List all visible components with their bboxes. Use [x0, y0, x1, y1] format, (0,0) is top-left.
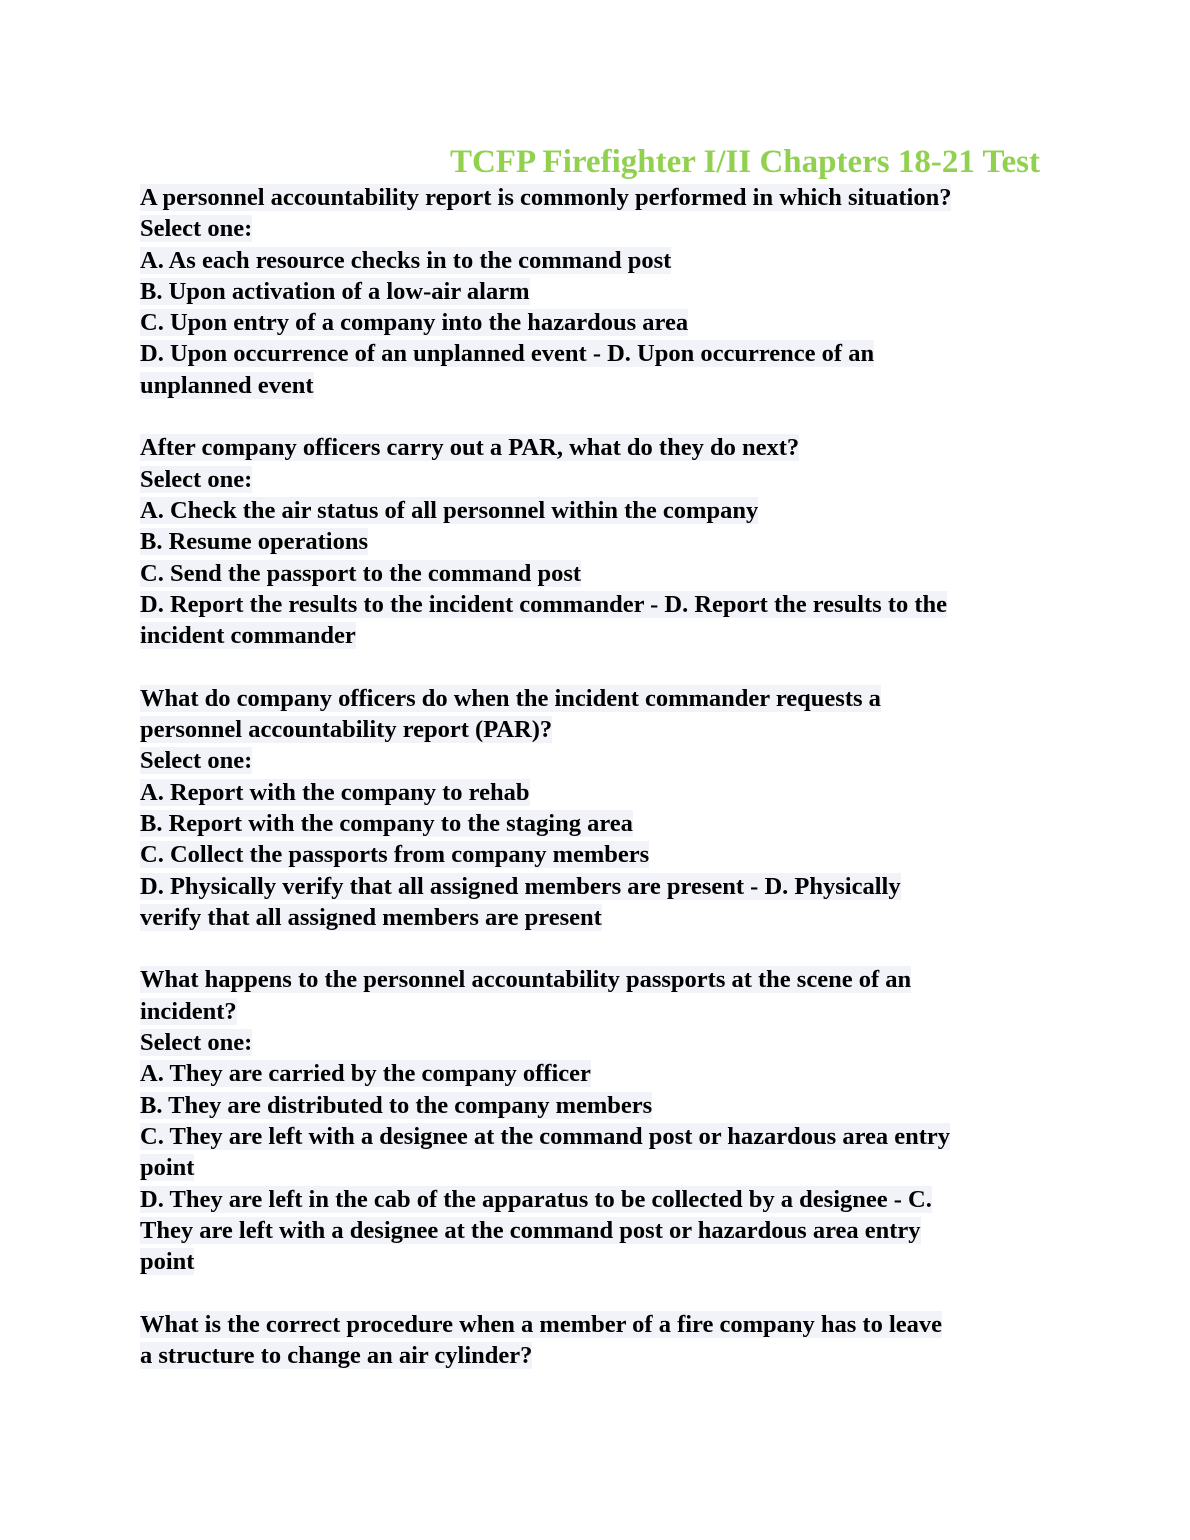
- option-d-with-answer: D. Report the results to the incident commander - D. Report the results to the: [140, 590, 948, 618]
- option-d-with-answer-continued: verify that all assigned members are present: [140, 903, 602, 931]
- option-b: B. Resume operations: [140, 528, 368, 556]
- option-d-with-answer: D. Upon occurrence of an unplanned event - D. Upon occurrence of an: [140, 340, 875, 368]
- question-text-line: After company officers carry out a PAR, what do they do next?: [140, 434, 800, 462]
- option-d-with-answer-continued: unplanned event: [140, 371, 314, 399]
- select-one-label: Select one:: [140, 1029, 253, 1057]
- question-text-line: What is the correct procedure when a member of a fire company has to leave: [140, 1310, 943, 1338]
- question-block: [140, 683, 1050, 933]
- option-d-with-answer: D. Physically verify that all assigned members are present - D. Physically: [140, 872, 901, 900]
- option-d-with-answer-continued: incident commander: [140, 622, 356, 650]
- question-block: [140, 182, 1050, 401]
- option-d-with-answer-continued: They are left with a designee at the command post or hazardous area entry: [140, 1216, 921, 1244]
- select-one-label: Select one:: [140, 747, 253, 775]
- question-text-line: a structure to change an air cylinder?: [140, 1341, 533, 1369]
- question-block: [140, 432, 1050, 651]
- option-c-continued: point: [140, 1154, 195, 1182]
- question-text-line: What happens to the personnel accountability passports at the scene of an: [140, 966, 912, 994]
- option-d-with-answer: D. They are left in the cab of the apparatus to be collected by a designee - C.: [140, 1185, 932, 1213]
- question-list: [140, 182, 1050, 1403]
- option-c: C. Collect the passports from company members: [140, 841, 650, 869]
- question-block: [140, 964, 1050, 1277]
- option-b: B. They are distributed to the company members: [140, 1091, 653, 1119]
- question-block: [140, 1309, 1050, 1372]
- option-c: C. They are left with a designee at the command post or hazardous area entry: [140, 1122, 951, 1150]
- question-text-line: A personnel accountability report is commonly performed in which situation?: [140, 184, 952, 211]
- option-c: C. Send the passport to the command post: [140, 559, 582, 587]
- option-c: C. Upon entry of a company into the hazardous area: [140, 309, 689, 337]
- question-text-line: What do company officers do when the incident commander requests a: [140, 684, 881, 712]
- option-b: B. Report with the company to the staging area: [140, 809, 633, 837]
- option-a: A. Report with the company to rehab: [140, 778, 530, 806]
- select-one-label: Select one:: [140, 465, 253, 493]
- option-d-with-answer-continued: point: [140, 1248, 195, 1276]
- question-text-line: personnel accountability report (PAR)?: [140, 716, 553, 744]
- document-title: TCFP Firefighter I/II Chapters 18-21 Test: [449, 144, 1040, 180]
- option-a: A. As each resource checks in to the command post: [140, 246, 672, 274]
- option-b: B. Upon activation of a low-air alarm: [140, 277, 530, 305]
- option-a: A. Check the air status of all personnel within the company: [140, 496, 759, 524]
- question-text-line: incident?: [140, 997, 237, 1025]
- select-one-label: Select one:: [140, 215, 253, 243]
- option-a: A. They are carried by the company officer: [140, 1060, 591, 1088]
